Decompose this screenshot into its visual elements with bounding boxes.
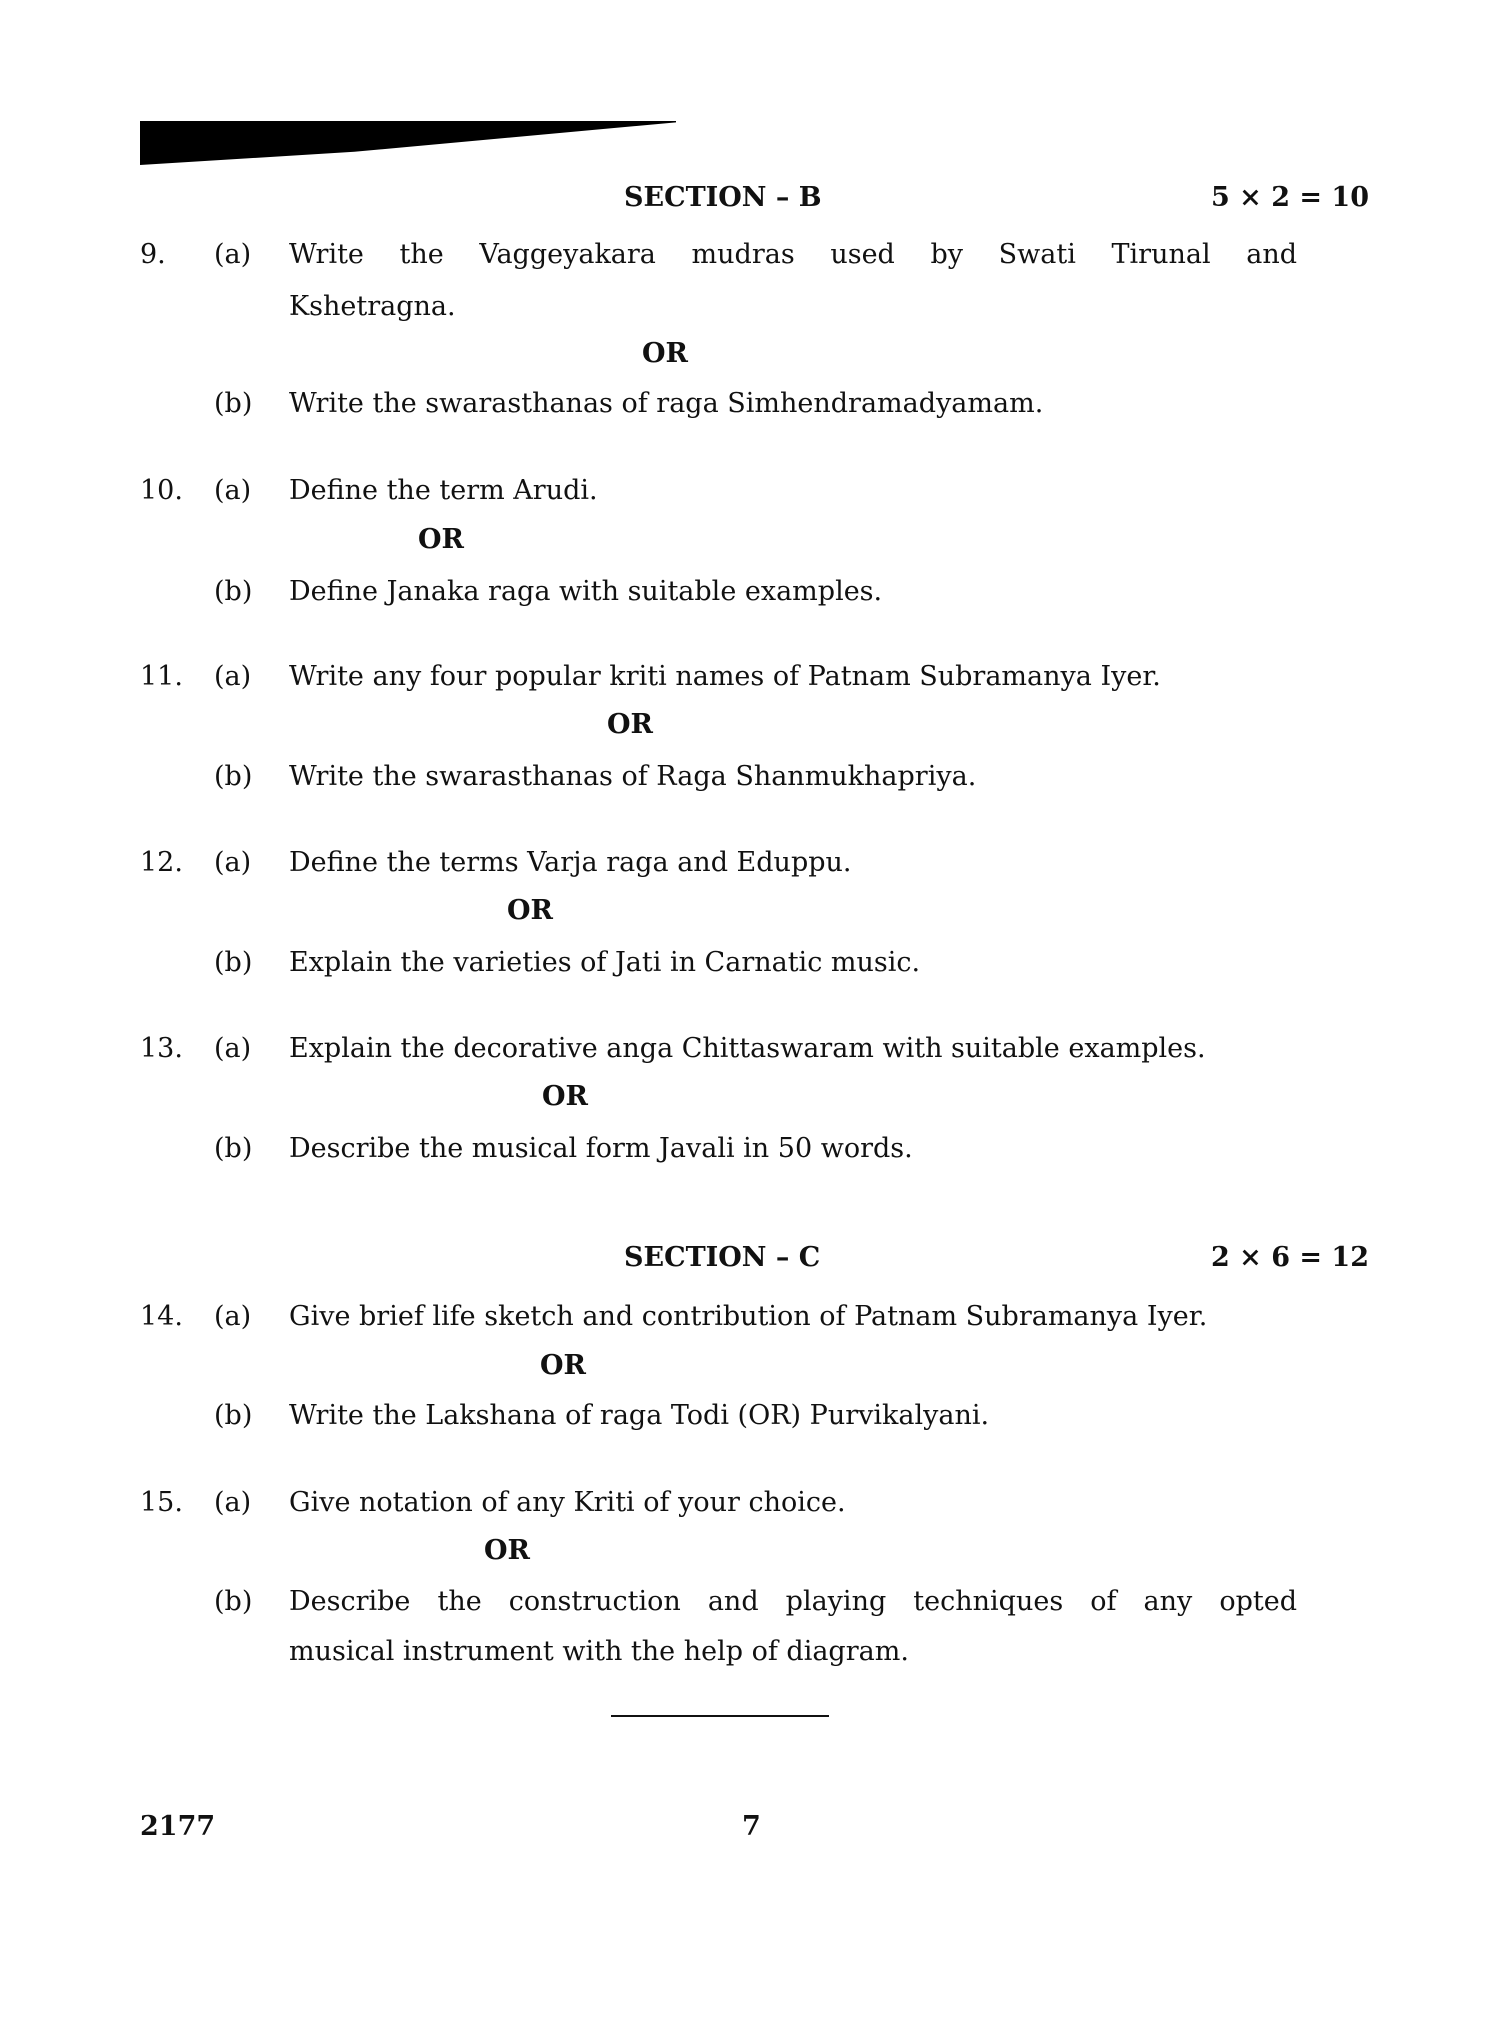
option-label: (a): [214, 1301, 252, 1332]
or-divider: OR: [642, 338, 688, 369]
question-text: Define Janaka raga with suitable examples.: [289, 576, 883, 607]
option-label: (a): [214, 475, 252, 506]
or-divider: OR: [507, 895, 553, 926]
option-label: (a): [214, 239, 252, 270]
question-text: Define the terms Varja raga and Eduppu.: [289, 847, 852, 878]
question-number: 9.: [140, 239, 166, 270]
question-text: Kshetragna.: [289, 291, 456, 322]
end-rule: [611, 1715, 829, 1717]
section-b-title: SECTION – B: [624, 182, 822, 213]
question-text: Give notation of any Kriti of your choice.: [289, 1487, 846, 1518]
paper-code: 2177: [140, 1811, 216, 1842]
option-label: (a): [214, 1487, 252, 1518]
question-number: 14.: [140, 1301, 183, 1332]
question-number: 15.: [140, 1487, 183, 1518]
option-label: (b): [214, 947, 253, 978]
option-label: (b): [214, 576, 253, 607]
option-label: (b): [214, 1133, 253, 1164]
question-text: Explain the varieties of Jati in Carnatic music.: [289, 947, 921, 978]
section-b-marks: 5 × 2 = 10: [1211, 182, 1369, 213]
question-text: musical instrument with the help of diagram.: [289, 1636, 909, 1667]
section-c-title: SECTION – C: [624, 1242, 821, 1273]
question-number: 11.: [140, 661, 183, 692]
question-text: Explain the decorative anga Chittaswaram with suitable examples.: [289, 1033, 1206, 1064]
option-label: (a): [214, 847, 252, 878]
question-text: Write the Vaggeyakara mudras used by Swati Tirunal and: [289, 239, 1297, 270]
question-number: 13.: [140, 1033, 183, 1064]
option-label: (b): [214, 1400, 253, 1431]
option-label: (b): [214, 388, 253, 419]
question-text: Describe the construction and playing techniques of any opted: [289, 1586, 1297, 1617]
option-label: (a): [214, 661, 252, 692]
question-text: Write the swarasthanas of raga Simhendramadyamam.: [289, 388, 1044, 419]
or-divider: OR: [542, 1081, 588, 1112]
question-text: Give brief life sketch and contribution of Patnam Subramanya Iyer.: [289, 1301, 1208, 1332]
question-number: 12.: [140, 847, 183, 878]
option-label: (b): [214, 1586, 253, 1617]
or-divider: OR: [540, 1350, 586, 1381]
question-text: Write the swarasthanas of Raga Shanmukhapriya.: [289, 761, 977, 792]
or-divider: OR: [607, 709, 653, 740]
section-c-marks: 2 × 6 = 12: [1211, 1242, 1369, 1273]
or-divider: OR: [484, 1535, 530, 1566]
option-label: (b): [214, 761, 253, 792]
question-number: 10.: [140, 475, 183, 506]
or-divider: OR: [418, 524, 464, 555]
redaction-bar: [140, 121, 676, 165]
question-text: Write any four popular kriti names of Patnam Subramanya Iyer.: [289, 661, 1161, 692]
question-text: Write the Lakshana of raga Todi (OR) Purvikalyani.: [289, 1400, 990, 1431]
option-label: (a): [214, 1033, 252, 1064]
question-text: Define the term Arudi.: [289, 475, 598, 506]
page-number: 7: [742, 1811, 761, 1842]
question-text: Describe the musical form Javali in 50 words.: [289, 1133, 913, 1164]
